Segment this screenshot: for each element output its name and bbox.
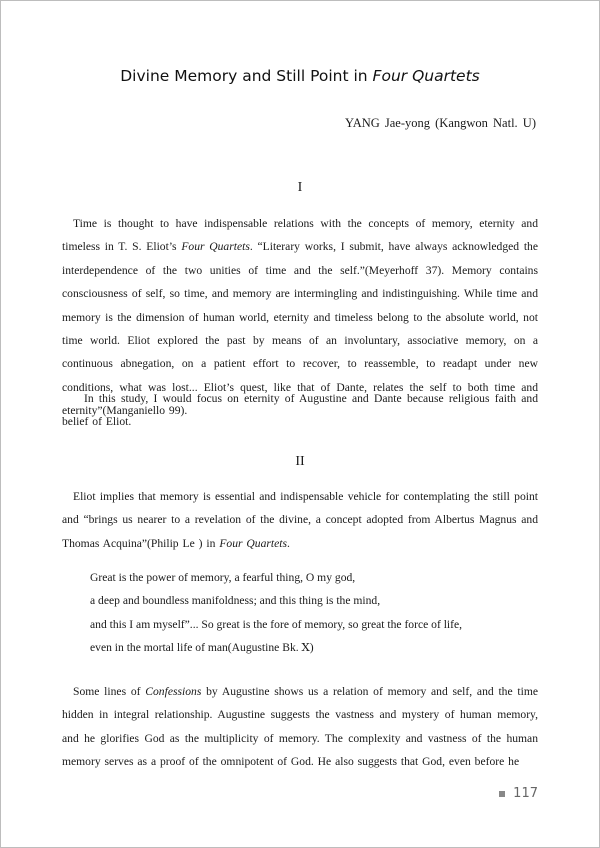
author-line: YANG Jae-yong (Kangwon Natl. U) — [345, 116, 536, 130]
italic-title: Four Quartets — [181, 240, 250, 254]
text-segment: . — [286, 536, 290, 550]
quote-line: Great is the power of memory, a fearful thing, O my god, — [90, 571, 356, 584]
section-heading-2: II — [295, 454, 305, 469]
square-bullet-icon — [499, 791, 505, 797]
body-paragraph — [62, 680, 538, 774]
page-footer — [499, 786, 538, 801]
block-quote — [90, 566, 530, 660]
title-italic: Four Quartets — [372, 67, 480, 85]
section-heading-1: I — [297, 180, 303, 195]
text-segment: Eliot implies that memory is essential and indispensable vehicle for contemplating the still point and “brings us nearer to a revelation of the divine, a concept adopted from Albertus Magnus and Thomas Acquina”(Philip Le ) in — [62, 490, 538, 550]
italic-title: Four Quartets — [219, 536, 287, 550]
title-main: Divine Memory and Still Point in — [120, 67, 373, 85]
body-paragraph — [62, 387, 538, 434]
page-number: 117 — [513, 786, 538, 801]
text-segment: by Augustine shows us a relation of memory and self, and the time hidden in integral relationship. Augustine suggests the vastness and mystery of human memory, and he glorifies God as the multiplicity of memory. The complexity and vastness of the human memory serves as a proof of the omnipotent of God. He also suggests that God, even before he — [62, 685, 538, 769]
text-segment: Some lines of — [73, 685, 146, 698]
quote-line: and this I am myself”... So great is the fore of memory, so great the force of life, — [90, 617, 463, 631]
italic-title: Confessions — [145, 685, 202, 698]
quote-line: a deep and boundless manifoldness; and this thing is the mind, — [90, 594, 381, 608]
text-segment: In this study, I would focus on eternity of Augustine and Dante because religious faith and belief of Eliot. — [62, 392, 538, 429]
text-segment: Time is thought to have indispensable relations with the concepts of memory, eternity and timeless in T. S. Eliot’s — [62, 217, 538, 254]
body-paragraph — [62, 485, 538, 555]
quote-line: even in the mortal life of man(Augustine Bk. Ⅹ) — [90, 641, 314, 655]
paper-title — [0, 67, 600, 85]
text-segment: . “Literary works, I submit, have always acknowledged the interdependence of the two unities of time and the self.”(Meyerhoff 37). Memory contains consciousness of self, so time, and memory are intermingling and indistinguishing. While time and memory is the dimension of human world, eternity and timeless belong to the absolute world, not time world. Eliot explored the past by means of an involuntary, associative memory, on a continuous abnegation, on a patient effort to recover, to reassemble, to readapt under new conditions, what was lost... Eliot’s quest, like that of Dante, relates the self to both time and eternity”(Manganiello 99). — [62, 240, 538, 418]
